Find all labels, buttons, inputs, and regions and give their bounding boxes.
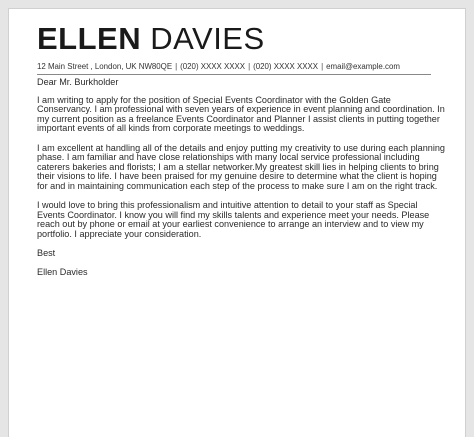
contact-phone-2: (020) XXXX XXXX xyxy=(253,62,319,71)
contact-email: email@example.com xyxy=(326,62,400,71)
paragraph-skills: I am excellent at handling all of the details and enjoy putting my creativity to use during each planning phase. I am familiar and have close relationships with many local service professional including caterers bakeries and florists; I am a stellar networker.My greatest skill lies in helping clients to bring their visions to life. I have been praised for my genuine desire to determine what the client is hoping for and in maintaining communication each step of the process to make sure I am on the right track. xyxy=(37,142,445,191)
contact-separator: | xyxy=(175,62,178,71)
letter-body xyxy=(37,78,447,278)
contact-separator: | xyxy=(321,62,324,71)
letterhead-name xyxy=(37,21,265,57)
first-name: ELLEN xyxy=(37,21,142,56)
last-name: DAVIES xyxy=(150,21,265,56)
salutation: Dear Mr. Burkholder xyxy=(37,77,119,87)
letter-page xyxy=(8,8,466,437)
contact-phone-1: (020) XXXX XXXX xyxy=(180,62,246,71)
paragraph-intro: I am writing to apply for the position of Special Events Coordinator with the Golden Gate Conservancy. I am professional with seven years of experience in event planning and coordination. In my current position as a freelance Events Coordinator and Planner I assist clients in putting together important events of all kinds from corporate meetings to weddings. xyxy=(37,94,445,134)
paragraph-closing: I would love to bring this professionalism and intuitive attention to detail to your staff as Special Events Coordinator. I know you will find my skills talents and experience meet your needs. Please reach out by phone or email at your earliest convenience to arrange an interview and to view my portfolio. I appreciate your consideration. xyxy=(37,200,430,239)
contact-separator: | xyxy=(248,62,251,71)
signature-name: Ellen Davies xyxy=(37,267,88,278)
contact-address: 12 Main Street , London, UK NW80QE xyxy=(37,62,173,71)
closing-word: Best xyxy=(37,248,56,259)
contact-line xyxy=(37,62,400,72)
header-divider xyxy=(37,74,431,75)
